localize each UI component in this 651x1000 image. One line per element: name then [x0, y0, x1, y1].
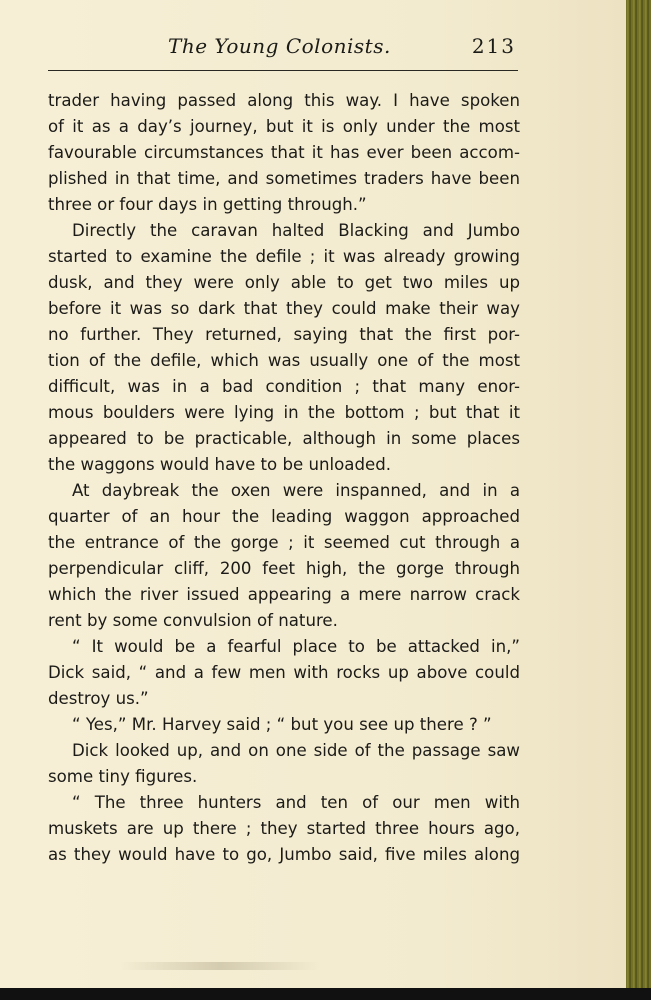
text-line: of it as a day’s journey, but it is only under the most [48, 117, 520, 136]
text-line: started to examine the defile ; it was already growing [48, 247, 520, 266]
text-line: “ The three hunters and ten of our men with [72, 793, 520, 812]
text-line: rent by some convulsion of nature. [48, 611, 338, 630]
text-line: no further. They returned, saying that the first por- [48, 325, 520, 344]
text-line: three or four days in getting through.” [48, 195, 367, 214]
text-line: appeared to be practicable, although in some places [48, 429, 520, 448]
body-text [48, 88, 520, 868]
text-line: dusk, and they were only able to get two miles up [48, 273, 520, 292]
text-line: some tiny figures. [48, 767, 198, 786]
text-line: trader having passed along this way. I have spoken [48, 91, 520, 110]
text-line: Directly the caravan halted Blacking and Jumbo [72, 221, 520, 240]
text-line: favourable circumstances that it has ever been accom- [48, 143, 520, 162]
text-line: “ Yes,” Mr. Harvey said ; “ but you see up there ? ” [72, 715, 492, 734]
text-line: Dick looked up, and on one side of the passage saw [72, 741, 520, 760]
text-line: before it was so dark that they could make their way [48, 299, 520, 318]
text-line: tion of the defile, which was usually one of the most [48, 351, 520, 370]
text-line: mous boulders were lying in the bottom ; but that it [48, 403, 520, 422]
text-line: muskets are up there ; they started three hours ago, [48, 819, 520, 838]
text-line: At daybreak the oxen were inspanned, and in a [72, 481, 520, 500]
text-line: as they would have to go, Jumbo said, five miles along [48, 845, 520, 864]
text-line: Dick said, “ and a few men with rocks up above could [48, 663, 520, 682]
scan-shadow [0, 988, 651, 1000]
text-line: the entrance of the gorge ; it seemed cut through a [48, 533, 520, 552]
text-line: “ It would be a fearful place to be attacked in,” [72, 637, 520, 656]
text-line: the waggons would have to be unloaded. [48, 455, 392, 474]
text-line: plished in that time, and sometimes traders have been [48, 169, 520, 188]
running-head [48, 34, 518, 66]
text-line: which the river issued appearing a mere narrow crack [48, 585, 520, 604]
text-line: perpendicular cliff, 200 feet high, the gorge through [48, 559, 520, 578]
text-line: quarter of an hour the leading waggon approached [48, 507, 520, 526]
text-line: difficult, was in a bad condition ; that many enor- [48, 377, 520, 396]
text-line: destroy us.” [48, 689, 149, 708]
page-smudge [120, 962, 320, 970]
page-number: 213 [471, 34, 516, 58]
running-title: The Young Colonists. [168, 34, 391, 58]
header-rule [48, 70, 518, 71]
page-edge [626, 0, 651, 988]
